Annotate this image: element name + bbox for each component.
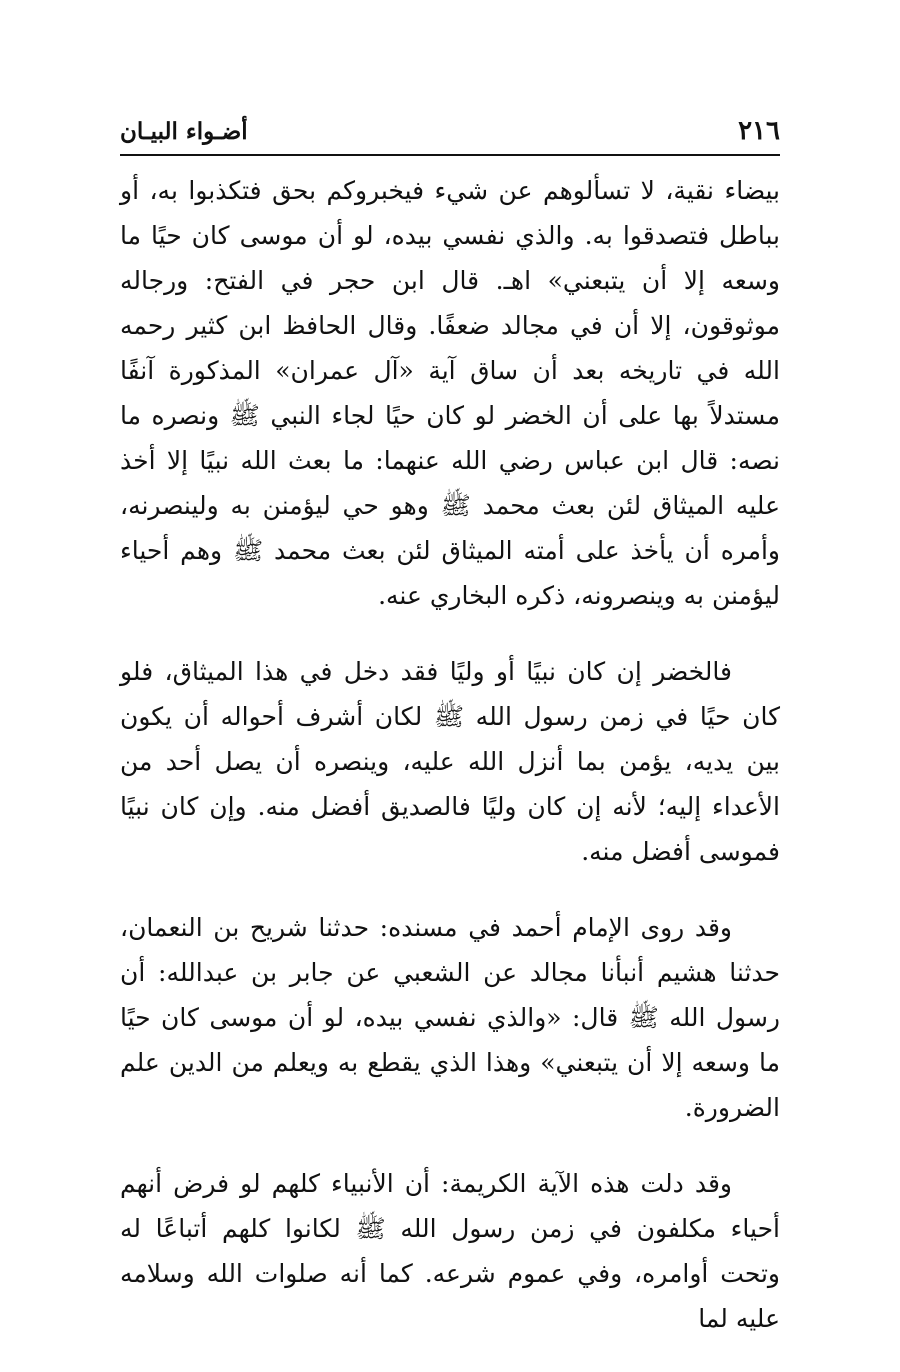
page-number: ٢١٦ (738, 116, 780, 146)
running-title: أضـواء البيـان (120, 118, 248, 145)
page-body (120, 168, 780, 1372)
paragraph: فالخضر إن كان نبيًا أو وليًا فقد دخل في هذا الميثاق، فلو كان حيًا في زمن رسول الله ﷺ لكان أشرف أحواله أن يكون بين يديه، يؤمن بما أنزل الله عليه، وينصره أن يصل أحد من الأعداء إليه؛ لأنه إن كان وليًا فالصديق أفضل منه. وإن كان نبيًا فموسى أفضل منه. (120, 657, 780, 866)
page-header (120, 112, 780, 156)
paragraph: وقد روى الإمام أحمد في مسنده: حدثنا شريح بن النعمان، حدثنا هشيم أنبأنا مجالد عن الشعبي عن جابر بن عبدالله: أن رسول الله ﷺ قال: «والذي نفسي بيده، لو أن موسى كان حيًا ما وسعه إلا أن يتبعني» وهذا الذي يقطع به ويعلم من الدين علم الضرورة. (120, 913, 780, 1122)
paragraph: بيضاء نقية، لا تسألوهم عن شيء فيخبروكم بحق فتكذبوا به، أو بباطل فتصدقوا به. والذي نفسي بيده، لو أن موسى كان حيًا ما وسعه إلا أن يتبعني» اهـ. قال ابن حجر في الفتح: ورجاله موثوقون، إلا أن في مجالد ضعفًا. وقال الحافظ ابن كثير رحمه الله في تاريخه بعد أن ساق آية «آل عمران» المذكورة آنفًا مستدلاً بها على أن الخضر لو كان حيًا لجاء النبي ﷺ ونصره ما نصه: قال ابن عباس رضي الله عنهما: ما بعث الله نبيًا إلا أخذ عليه الميثاق لئن بعث محمد ﷺ وهو حي ليؤمنن به ولينصرنه، وأمره أن يأخذ على أمته الميثاق لئن بعث محمد ﷺ وهم أحياء ليؤمنن به وينصرونه، ذكره البخاري عنه. (120, 176, 780, 610)
paragraph: وقد دلت هذه الآية الكريمة: أن الأنبياء كلهم لو فرض أنهم أحياء مكلفون في زمن رسول الله ﷺ لكانوا كلهم أتباعًا له وتحت أوامره، وفي عموم شرعه. كما أنه صلوات الله وسلامه عليه لما (120, 1169, 780, 1333)
